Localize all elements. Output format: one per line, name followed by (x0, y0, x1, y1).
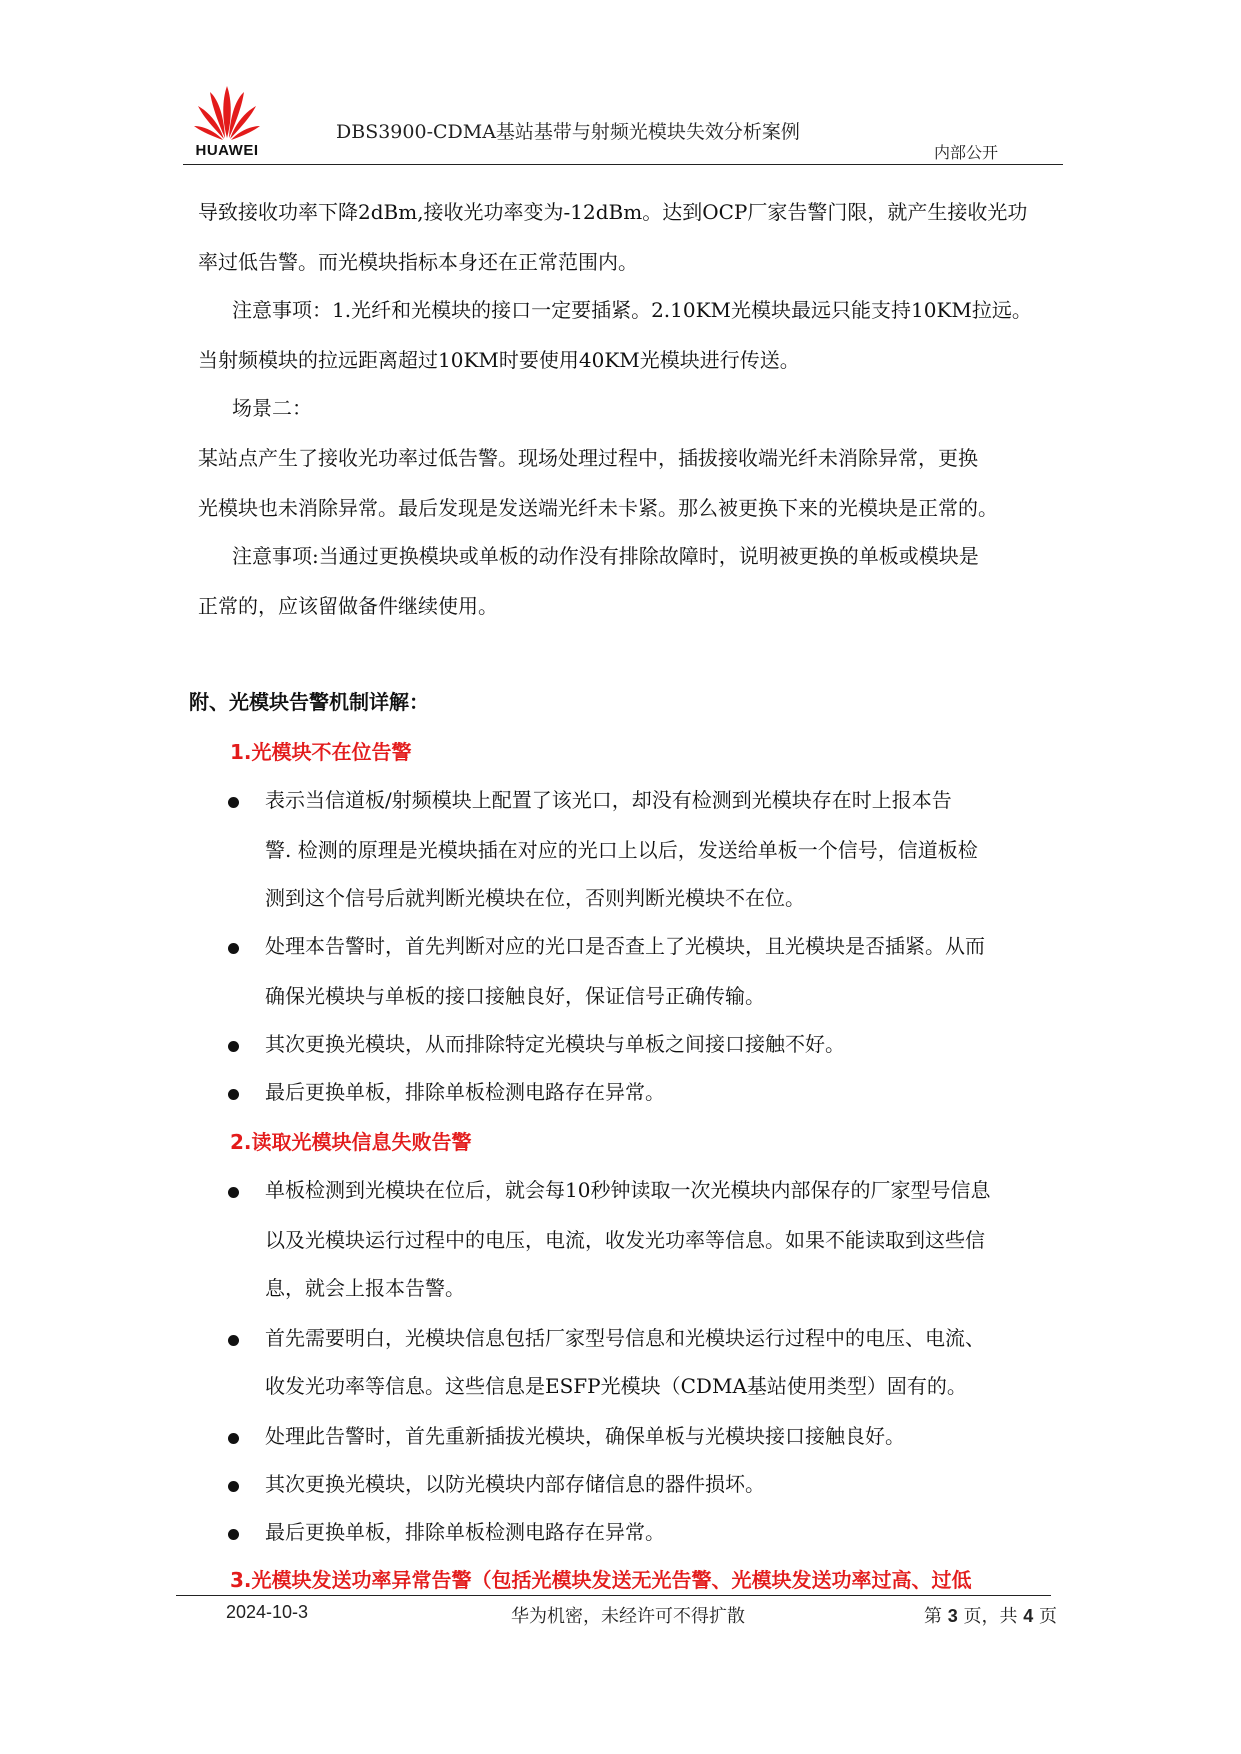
page-prefix: 第 (924, 1606, 942, 1627)
list-item-line: 警. 检测的原理是光模块插在对应的光口上以后，发送给单板一个信号，信道板检 (265, 838, 978, 862)
paragraph-line: 导致接收功率下降2dBm,接收光功率变为-12dBm。达到OCP厂家告警门限，就产生接收光功 (198, 200, 1028, 224)
bullet-icon (228, 1529, 239, 1540)
list-item-line: 确保光模块与单板的接口接触良好，保证信号正确传输。 (265, 984, 765, 1008)
section-heading: 3.光模块发送功率异常告警（包括光模块发送无光告警、光模块发送功率过高、过低 (230, 1568, 972, 1592)
list-item-line: 测到这个信号后就判断光模块在位，否则判断光模块不在位。 (265, 886, 805, 910)
page-middle: 页，共 (963, 1606, 1018, 1627)
list-item-line: 收发光功率等信息。这些信息是ESFP光模块（CDMA基站使用类型）固有的。 (265, 1374, 967, 1398)
list-item-line: 单板检测到光模块在位后，就会每10秒钟读取一次光模块内部保存的厂家型号信息 (265, 1178, 991, 1202)
bullet-icon (228, 943, 239, 954)
footer-date: 2024-10-3 (226, 1602, 309, 1622)
huawei-logo (186, 84, 268, 160)
footer-divider (176, 1595, 1051, 1596)
bullet-icon (228, 1187, 239, 1198)
bullet-icon (228, 797, 239, 808)
list-item-line: 息，就会上报本告警。 (265, 1276, 465, 1300)
logo-wordmark: HUAWEI (195, 142, 259, 159)
bullet-icon (228, 1335, 239, 1346)
list-item-line: 最后更换单板，排除单板检测电路存在异常。 (265, 1080, 665, 1104)
list-item-line: 表示当信道板/射频模块上配置了该光口，却没有检测到光模块存在时上报本告 (265, 788, 952, 812)
page-number (924, 1602, 1057, 1628)
appendix-heading: 附、光模块告警机制详解： (189, 690, 429, 714)
paragraph-line: 光模块也未消除异常。最后发现是发送端光纤未卡紧。那么被更换下来的光模块是正常的。 (198, 496, 998, 520)
classification-label: 内部公开 (934, 143, 999, 162)
scene-label: 场景二： (232, 396, 312, 420)
paragraph-line: 率过低告警。而光模块指标本身还在正常范围内。 (198, 250, 638, 274)
paragraph-line: 正常的，应该留做备件继续使用。 (198, 594, 498, 618)
paragraph-line: 某站点产生了接收光功率过低告警。现场处理过程中，插拔接收端光纤未消除异常，更换 (198, 446, 978, 470)
page-suffix: 页 (1038, 1606, 1057, 1627)
list-item-line: 其次更换光模块，以防光模块内部存储信息的器件损坏。 (265, 1472, 765, 1496)
paragraph-line: 注意事项:当通过更换模块或单板的动作没有排除故障时，说明被更换的单板或模块是 (232, 544, 979, 568)
list-item-line: 以及光模块运行过程中的电压，电流，收发光功率等信息。如果不能读取到这些信 (265, 1228, 985, 1252)
paragraph-line: 注意事项：1.光纤和光模块的接口一定要插紧。2.10KM光模块最远只能支持10KM拉远。 (232, 298, 1032, 322)
huawei-flower-icon (192, 84, 262, 140)
page-current: 3 (947, 1606, 958, 1626)
list-item-line: 处理本告警时，首先判断对应的光口是否查上了光模块，且光模块是否插紧。从而 (265, 934, 985, 958)
bullet-icon (228, 1433, 239, 1444)
bullet-icon (228, 1041, 239, 1052)
section-heading: 1.光模块不在位告警 (230, 740, 412, 764)
bullet-icon (228, 1481, 239, 1492)
section-heading: 2.读取光模块信息失败告警 (230, 1130, 472, 1154)
page-total: 4 (1023, 1606, 1034, 1626)
document-title: DBS3900-CDMA基站基带与射频光模块失效分析案例 (336, 121, 800, 143)
list-item-line: 首先需要明白，光模块信息包括厂家型号信息和光模块运行过程中的电压、电流、 (265, 1326, 985, 1350)
list-item-line: 其次更换光模块，从而排除特定光模块与单板之间接口接触不好。 (265, 1032, 845, 1056)
list-item-line: 处理此告警时，首先重新插拔光模块，确保单板与光模块接口接触良好。 (265, 1424, 905, 1448)
header-divider (183, 164, 1063, 165)
list-item-line: 最后更换单板，排除单板检测电路存在异常。 (265, 1520, 665, 1544)
bullet-icon (228, 1089, 239, 1100)
paragraph-line: 当射频模块的拉远距离超过10KM时要使用40KM光模块进行传送。 (198, 348, 800, 372)
footer-confidential: 华为机密，未经许可不得扩散 (511, 1606, 745, 1627)
